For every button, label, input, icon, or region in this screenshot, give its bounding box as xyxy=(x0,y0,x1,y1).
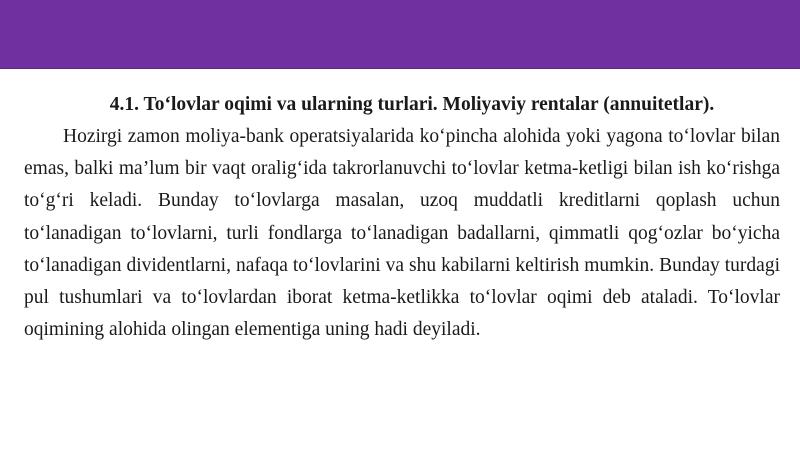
top-banner xyxy=(0,0,800,68)
banner-divider xyxy=(0,68,800,69)
body-paragraph: Hozirgi zamon moliya-bank operatsiyalarida ko‘pincha alohida yoki yagona to‘lovlar bilan emas, balki ma’lum bir vaqt oralig‘ida takrorlanuvchi to‘lovlar ketma-ketligi bilan ish ko‘rishga to‘g‘ri keladi. Bunday to‘lovlarga masalan, uzoq muddatli kreditlarni qoplash uchun to‘lanadigan to‘lovlarni, turli fondlarga to‘lanadigan badallarni, qimmatli qog‘ozlar bo‘yicha to‘lanadigan dividentlarni, nafaqa to‘lovlarini va shu kabilarni keltirish mumkin. Bunday turdagi pul tushumlari va to‘lovlardan iborat ketma-ketlikka to‘lovlar oqimi deb ataladi. To‘lovlar oqimining alohida olingan elementiga uning hadi deyiladi. xyxy=(24,126,780,341)
document-body xyxy=(24,89,780,346)
section-heading: 4.1. To‘lovlar oqimi va ularning turlari. Moliyaviy rentalar (annuitetlar). xyxy=(109,94,715,115)
